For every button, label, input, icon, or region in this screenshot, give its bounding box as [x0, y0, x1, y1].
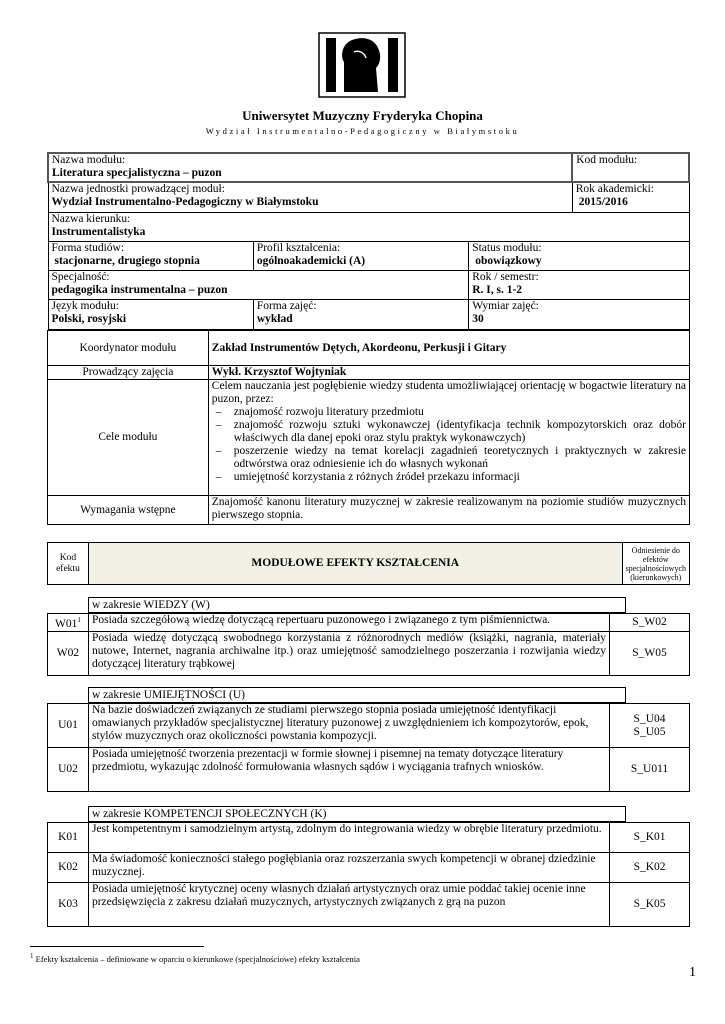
table-row [48, 853, 690, 883]
effect-code [48, 614, 89, 632]
effect-text: Posiada wiedzę dotyczącą swobodnego korzystania z różnorodnych mediów (książki, nagrania, materiały nutowe, Internet, nagrania archiwalne itp.) oraz umiejętność samodzielnego poszerzania i rozwijania wiedzy dotyczącej literatury trąbkowej [88, 631, 609, 675]
faculty-name: Wydział Instrumentalno-Pedagogiczny w Białymstoku [205, 126, 520, 136]
footnote-mark: 1 [30, 952, 34, 960]
semester-cell [469, 270, 689, 299]
status-cell [469, 241, 689, 270]
module-info-table [47, 152, 690, 330]
form-label: Forma studiów: [51, 241, 125, 254]
table-row [48, 614, 690, 632]
social-section-title: w zakresie KOMPETENCJI SPOŁECZNYCH (K) [88, 806, 626, 822]
goal-item [212, 471, 686, 484]
effect-text: Posiada umiejętność krytycznej oceny własnych działań artystycznych oraz umie poddać takiej ocenie inne przedsięwzięcia z zakresu działań muzycznych, artystycznych związanych z grą na puzon [88, 883, 609, 927]
footnote-text: Efekty kształcenia – definiowane w oparciu o kierunkowe (specjalnościowe) efekty kształcenia [35, 953, 360, 964]
footnote-separator [30, 946, 204, 947]
effect-text: Posiada umiejętność tworzenia prezentacji w formie słownej i pisemnej na tematy dotyczące literatury przedmiotu, wykazując zdolność formułowania własnych sądów i wyciągania trafnych wniosków. [88, 748, 609, 792]
unit-label: Nazwa jednostki prowadzącej moduł: [51, 183, 225, 195]
goals-intro: Celem nauczania jest pogłębienie wiedzy studenta umożliwiającej orientację w bogactwie literatury na puzon, przez: [211, 380, 686, 405]
status-label: Status modułu: [472, 241, 542, 254]
unit-value: Wydział Instrumentalno-Pedagogiczny w Białymstoku [51, 196, 319, 208]
knowledge-table [47, 613, 690, 676]
field-value: Instrumentalistyka [51, 225, 146, 238]
effect-text: Posiada szczegółową wiedzę dotyczącą repertuaru puzonowego i związanego z tym piśmiennictwa. [88, 614, 609, 632]
table-row [48, 823, 690, 853]
profile-label: Profil kształcenia: [256, 241, 341, 254]
module-details-table [47, 330, 690, 525]
effect-text: Na bazie doświadczeń związanych ze studiami pierwszego stopnia posiada umiejętność identyfikacji omawianych przykładów specjalistycznej literatury puzonowej z uwzględnieniem ich kompozytorów, epok, stylów muzycznych oraz okoliczności powstania kompozycji. [88, 704, 609, 748]
teacher-value: Wykł. Krzysztof Wojtyniak [208, 366, 689, 380]
table-row [48, 631, 690, 675]
effect-code-header: Kod efektu [48, 543, 89, 585]
hours-value: 30 [472, 312, 484, 325]
knowledge-section-title: w zakresie WIEDZY (W) [88, 597, 626, 613]
year-label: Rok akademicki: [575, 183, 654, 195]
goals-cell [208, 380, 689, 496]
table-row [48, 883, 690, 927]
profile-value: ogólnoakademicki (A) [256, 254, 366, 267]
goal-item [212, 445, 686, 471]
semester-label: Rok / semestr: [472, 270, 539, 283]
effect-text: Jest kompetentnym i samodzielnym artystą, zdolnym do integrowania wiedzy w obrębie literatury przedmiotu. [88, 823, 609, 853]
hours-label: Wymiar zajęć: [472, 299, 539, 312]
coordinator-label: Koordynator modułu [48, 331, 209, 366]
form-value: stacjonarne, drugiego stopnia [54, 254, 200, 267]
specialty-value: pedagogika instrumentalna – puzon [51, 283, 228, 296]
goal-item [212, 406, 686, 419]
effects-ref-header: Odniesienie do efektów specjalnościowych (kierunkowych) [622, 543, 689, 585]
effect-ref: S_K01 [610, 823, 690, 853]
dash-bullet: – [215, 419, 222, 431]
language-cell [48, 299, 253, 329]
skills-table [47, 703, 690, 792]
effect-ref-1: S_U04 [633, 712, 666, 725]
requirements-value: Znajomość kanonu literatury muzycznej w zakresie realizowanym na poziomie studiów muzycznych pierwszego stopnia. [208, 496, 689, 525]
dash-bullet: – [215, 406, 222, 418]
effect-code: U02 [48, 748, 89, 792]
coordinator-value: Zakład Instrumentów Dętych, Akordeonu, Perkusji i Gitary [208, 331, 689, 366]
effect-code: K02 [48, 853, 89, 883]
goals-label: Cele modułu [48, 380, 209, 496]
dash-bullet: – [215, 445, 222, 457]
footnote [30, 952, 360, 964]
language-label: Język modułu: [51, 299, 119, 312]
module-name-label: Nazwa modułu: [52, 154, 126, 166]
effect-ref: S_W02 [610, 614, 690, 632]
class-form-label: Forma zajęć: [256, 299, 317, 312]
requirements-label: Wymagania wstępne [48, 496, 209, 525]
field-label: Nazwa kierunku: [51, 212, 131, 225]
effect-text: Ma świadomość konieczności stałego pogłębiania oraz rozszerzania swych kompetencji w obranej dziedzinie muzycznej. [88, 853, 609, 883]
language-value: Polski, rosyjski [51, 312, 127, 325]
skills-section-title: w zakresie UMIEJĘTNOŚCI (U) [88, 687, 626, 703]
goal-text: umiejętność korzystania z różnych źródeł przekazu informacji [233, 471, 520, 483]
university-name: Uniwersytet Muzyczny Fryderyka Chopina [242, 108, 483, 123]
module-name: Literatura specjalistyczna – puzon [52, 167, 222, 179]
page-number: 1 [689, 965, 696, 980]
field-cell [48, 212, 689, 241]
table-row [48, 704, 690, 748]
goal-text: znajomość rozwoju literatury przedmiotu [233, 406, 424, 418]
year-value: 2015/2016 [578, 196, 628, 208]
specialty-label: Specjalność: [51, 270, 110, 283]
table-row [48, 748, 690, 792]
module-code-cell [572, 153, 689, 182]
status-value: obowiązkowy [475, 254, 542, 267]
footnote-ref: 1 [77, 616, 81, 624]
effect-ref-2: S_U05 [633, 725, 666, 738]
teacher-label: Prowadzący zajęcia [48, 366, 209, 380]
social-table [47, 822, 690, 927]
effect-code: U01 [48, 704, 89, 748]
year-cell [572, 182, 689, 212]
profile-cell [253, 241, 468, 270]
module-code-label: Kod modułu: [576, 154, 638, 166]
effect-ref [610, 704, 690, 748]
semester-value: R. I, s. 1-2 [472, 283, 523, 296]
goal-item [212, 419, 686, 445]
effects-header-table [47, 542, 690, 585]
specialty-cell [48, 270, 469, 299]
effect-code: K03 [48, 883, 89, 927]
effect-code: K01 [48, 823, 89, 853]
effects-title: MODUŁOWE EFEKTY KSZTAŁCENIA [88, 543, 622, 585]
dash-bullet: – [215, 471, 222, 483]
form-cell [48, 241, 253, 270]
effect-ref: S_U011 [610, 748, 690, 792]
goal-text: znajomość rozwoju sztuki wykonawczej (identyfikacja technik kompozytorskich oraz dobór właściwych dla danej epoki oraz stylu praktyk wykonawczych) [233, 419, 686, 444]
goal-text: poszerzenie wiedzy na temat korelacji zagadnień teoretycznych i praktycznych w zakresie odtwórstwa oraz odniesienie ich do własnych wykonań [233, 445, 686, 470]
university-logo [318, 32, 406, 98]
effect-ref: S_W05 [610, 631, 690, 675]
goals-list [212, 406, 686, 484]
class-form-value: wykład [256, 312, 293, 325]
effect-code-text: W01 [55, 617, 78, 630]
module-name-cell [48, 153, 572, 182]
effect-code: W02 [48, 631, 89, 675]
hours-cell [469, 299, 689, 329]
unit-cell [48, 182, 572, 212]
effect-ref: S_K02 [610, 853, 690, 883]
class-form-cell [253, 299, 468, 329]
effect-ref: S_K05 [610, 883, 690, 927]
